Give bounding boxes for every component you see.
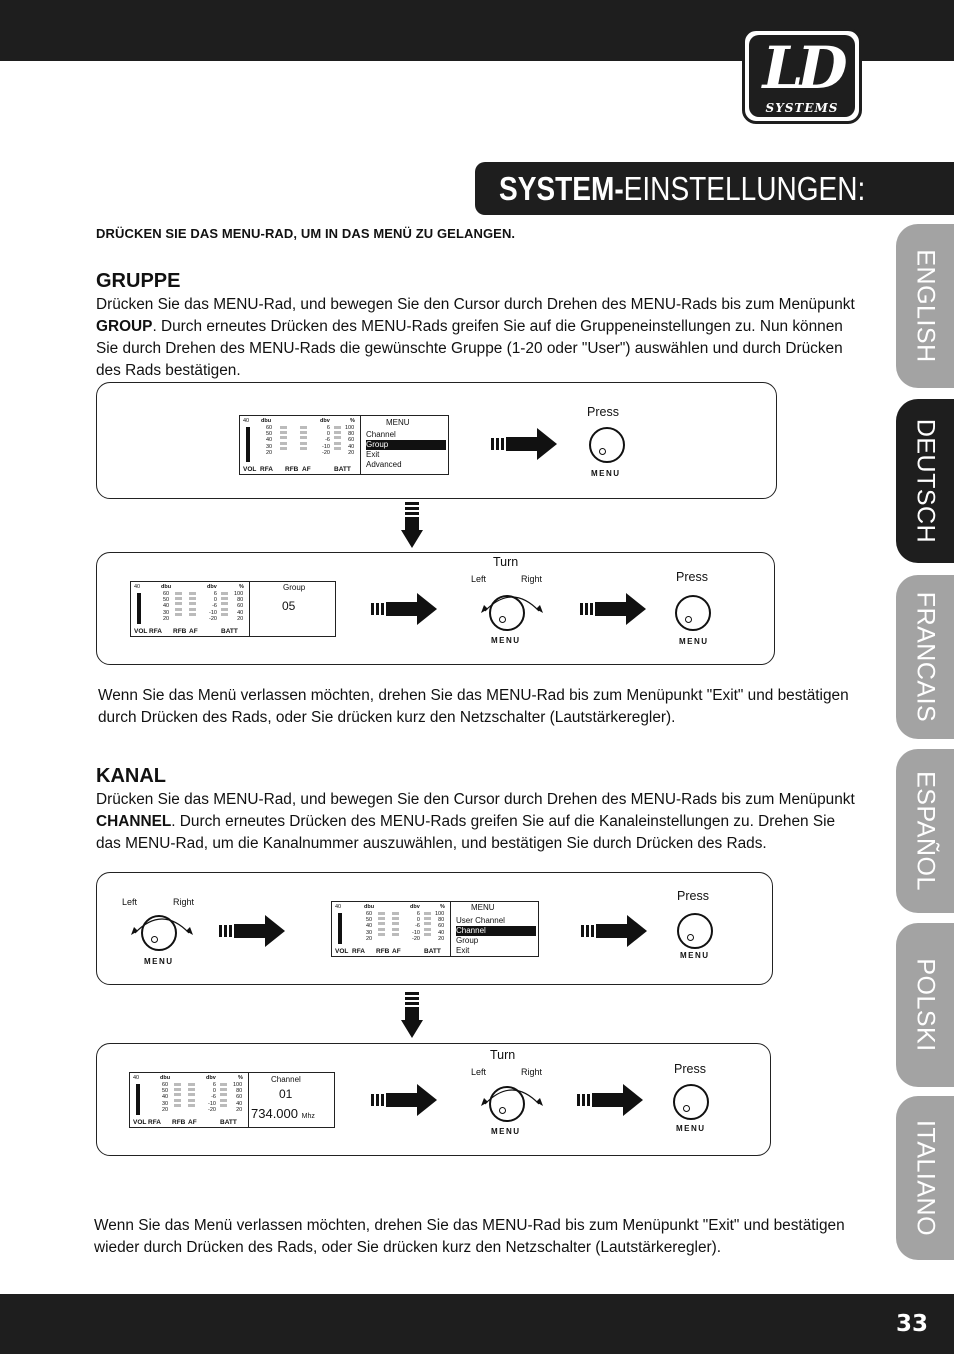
menu-list: MENU Channel Group Exit Advanced — [360, 416, 448, 474]
receiver-display: 40 dbu 60 50 40 30 20 dbv 6 0 -6 -10 -20 % 100 80 60 40 20 VOL RFA RFB AF BATT MENU Channel Group Exit Advanced — [239, 415, 449, 475]
tab-francais[interactable]: FRANCAIS — [896, 575, 954, 739]
tab-english[interactable]: ENGLISH — [896, 224, 954, 388]
menu-knob-icon — [489, 595, 525, 631]
right-arrow-icon — [371, 593, 437, 625]
menu-knob-icon — [675, 595, 711, 631]
instruction-text: DRÜCKEN SIE DAS MENU-RAD, UM IN DAS MENÜ ZU GELANGEN. — [96, 226, 516, 241]
bottom-bar — [0, 1294, 954, 1354]
right-arrow-icon — [219, 915, 285, 947]
diagram-box-menu-channel: Left Right MENU 40 dbu 60 50 40 30 20 dbv 6 0 -6 -10 -20 % 100 80 60 40 20 VOL RFA RFB AF BATT MENU User Channel Channel Group Exit Press MENU — [96, 872, 773, 985]
right-arrow-icon — [371, 1084, 437, 1116]
menu-knob-icon — [673, 1084, 709, 1120]
tab-polski[interactable]: POLSKI — [896, 923, 954, 1087]
diagram-box-menu-group: 40 dbu 60 50 40 30 20 dbv 6 0 -6 -10 -20 % 100 80 60 40 20 VOL RFA RFB AF BATT MENU Channel Group Exit Advanced Press MENU — [96, 382, 777, 499]
tab-deutsch[interactable]: DEUTSCH — [896, 399, 954, 563]
receiver-display: 40 dbu 60 50 40 30 20 dbv 6 0 -6 -10 -20 % 100 80 60 40 20 VOL RFA RFB AF BATT Group 05 — [130, 581, 336, 637]
down-arrow-icon — [401, 502, 423, 548]
menu-knob-icon — [677, 913, 713, 949]
menu-knob-icon — [589, 427, 625, 463]
page-number: 33 — [895, 1311, 928, 1337]
receiver-display: 40 dbu 60 50 40 30 20 dbv 6 0 -6 -10 -20 % 100 80 60 40 20 VOL RFA RFB AF BATT Channel 01 734.000 Mhz — [129, 1072, 335, 1128]
tab-italiano[interactable]: ITALIANO — [896, 1096, 954, 1260]
ld-systems-logo: LD SYSTEMS — [742, 28, 862, 124]
gruppe-exit-text: Wenn Sie das Menü verlassen möchten, drehen Sie das MENU-Rad bis zum Menüpunkt "Exit" und bestätigen durch Drücken des Rads, oder Sie drücken kurz den Netzschalter (Lautstärkeregler). — [98, 687, 849, 726]
section-heading-kanal: KANAL — [96, 765, 166, 787]
kanal-exit-text: Wenn Sie das Menü verlassen möchten, drehen Sie das MENU-Rad bis zum Menüpunkt "Exit" und bestätigen wieder durch Drücken des Rads, oder Sie drücken kurz den Netzschalter (Lautstärkeregler). — [94, 1217, 845, 1256]
group-screen: Group 05 — [249, 582, 335, 636]
right-arrow-icon — [491, 428, 557, 460]
gruppe-paragraph: Drücken Sie das MENU-Rad, und bewegen Sie den Cursor durch Drehen des MENU-Rads bis zum Menüpunkt GROUP. Durch erneutes Drücken des MENU-Rads greifen Sie auf die Gruppeneinstellungen zu. Nun können Sie durch Drehen des MENU-Rads die gewünschte Gruppe (1-20 oder "User") auswählen und durch Drücken des Rads bestätigen. — [96, 296, 855, 379]
down-arrow-icon — [401, 992, 423, 1038]
diagram-box-group-select: 40 dbu 60 50 40 30 20 dbv 6 0 -6 -10 -20 % 100 80 60 40 20 VOL RFA RFB AF BATT Group 05 Turn Left Right MENU Press MENU — [96, 552, 775, 665]
right-arrow-icon — [577, 1084, 643, 1116]
page-title: SYSTEM-EINSTELLUNGEN: — [499, 170, 866, 207]
page-title-bar — [475, 162, 954, 215]
menu-list: MENU User Channel Channel Group Exit — [450, 902, 538, 956]
diagram-box-channel-select: 40 dbu 60 50 40 30 20 dbv 6 0 -6 -10 -20 % 100 80 60 40 20 VOL RFA RFB AF BATT Channel 01 734.000 Mhz Turn Left Right MENU Press MENU — [96, 1043, 771, 1156]
tab-espanol[interactable]: ESPAÑOL — [896, 749, 954, 913]
receiver-display: 40 dbu 60 50 40 30 20 dbv 6 0 -6 -10 -20 % 100 80 60 40 20 VOL RFA RFB AF BATT MENU User Channel Channel Group Exit — [331, 901, 539, 957]
channel-screen: Channel 01 734.000 Mhz — [248, 1073, 334, 1127]
kanal-paragraph: Drücken Sie das MENU-Rad, und bewegen Sie den Cursor durch Drehen des MENU-Rads bis zum Menüpunkt CHANNEL. Durch erneutes Drücken des MENU-Rads greifen Sie auf die Kanaleinstellungen zu. Drehen Sie das MENU-Rad, um die Kanalnummer auszuwählen, und bestätigen Sie durch Drücken des Rads. — [96, 791, 855, 852]
menu-knob-icon — [489, 1086, 525, 1122]
right-arrow-icon — [581, 915, 647, 947]
menu-knob-icon — [141, 915, 177, 951]
section-heading-gruppe: GRUPPE — [96, 270, 181, 292]
right-arrow-icon — [580, 593, 646, 625]
